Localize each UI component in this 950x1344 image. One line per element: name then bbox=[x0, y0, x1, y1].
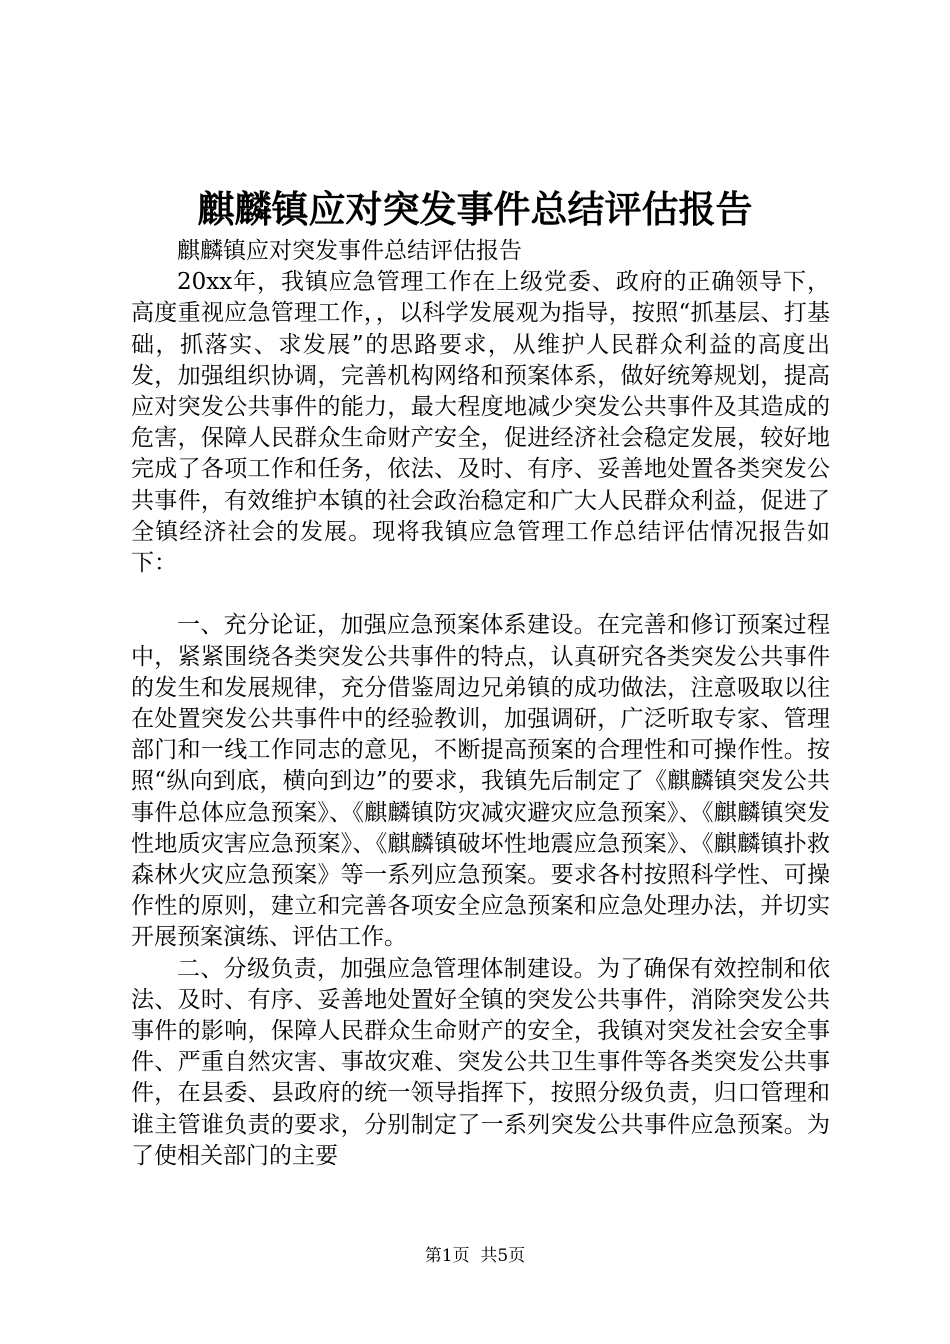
intro-paragraph: 20xx年，我镇应急管理工作在上级党委、政府的正确领导下，高度重视应急管理工作，，以科学发展观为指导，按照“抓基层、打基础，抓落实、求发展”的思路要求，从维护人民群众利益的高度出发，加强组织协调，完善机构网络和预案体系，做好统筹规划，提高应对突发公共事件的能力，最大程度地减少突发公共事件及其造成的危害，保障人民群众生命财产安全，促进经济社会稳定发展，较好地完成了各项工作和任务，依法、及时、有序、妥善地处置各类突发公共事件，有效维护本镇的社会政治稳定和广大人民群众利益，促进了全镇经济社会的发展。现将我镇应急管理工作总结评估情况报告如下： bbox=[131, 269, 830, 577]
section-one-paragraph: 一、充分论证，加强应急预案体系建设。在完善和修订预案过程中，紧紧围绕各类突发公共事件的特点，认真研究各类突发公共事件的发生和发展规律，充分借鉴周边兄弟镇的成功做法，注意吸取以往在处置突发公共事件中的经验教训，加强调研，广泛听取专家、管理部门和一线工作同志的意见，不断提高预案的合理性和可操作性。按照“纵向到底，横向到边”的要求，我镇先后制定了《麒麟镇突发公共事件总体应急预案》、《麒麟镇防灾减灾避灾应急预案》、《麒麟镇突发性地质灾害应急预案》、《麒麟镇破坏性地震应急预案》、《麒麟镇扑救森林火灾应急预案》等一系列应急预案。要求各村按照科学性、可操作性的原则，建立和完善各项安全应急预案和应急处理办法，并切实开展预案演练、评估工作。 bbox=[131, 612, 830, 951]
document-title: 麒麟镇应对突发事件总结评估报告 bbox=[197, 187, 753, 231]
document-body bbox=[131, 236, 830, 1172]
paragraph-spacer bbox=[131, 579, 830, 610]
section-two-paragraph: 二、分级负责，加强应急管理体制建设。为了确保有效控制和依法、及时、有序、妥善地处置好全镇的突发公共事件，消除突发公共事件的影响，保障人民群众生命财产的安全，我镇对突发社会安全事件、严重自然灾害、事故灾难、突发公共卫生事件等各类突发公共事件，在县委、县政府的统一领导指挥下，按照分级负责，归口管理和谁主管谁负责的要求，分别制定了一系列突发公共事件应急预案。为了使相关部门的主要 bbox=[131, 955, 830, 1169]
page-number-footer: 第1页 共5页 bbox=[424, 1246, 526, 1266]
subtitle-paragraph: 麒麟镇应对突发事件总结评估报告 bbox=[177, 238, 522, 264]
